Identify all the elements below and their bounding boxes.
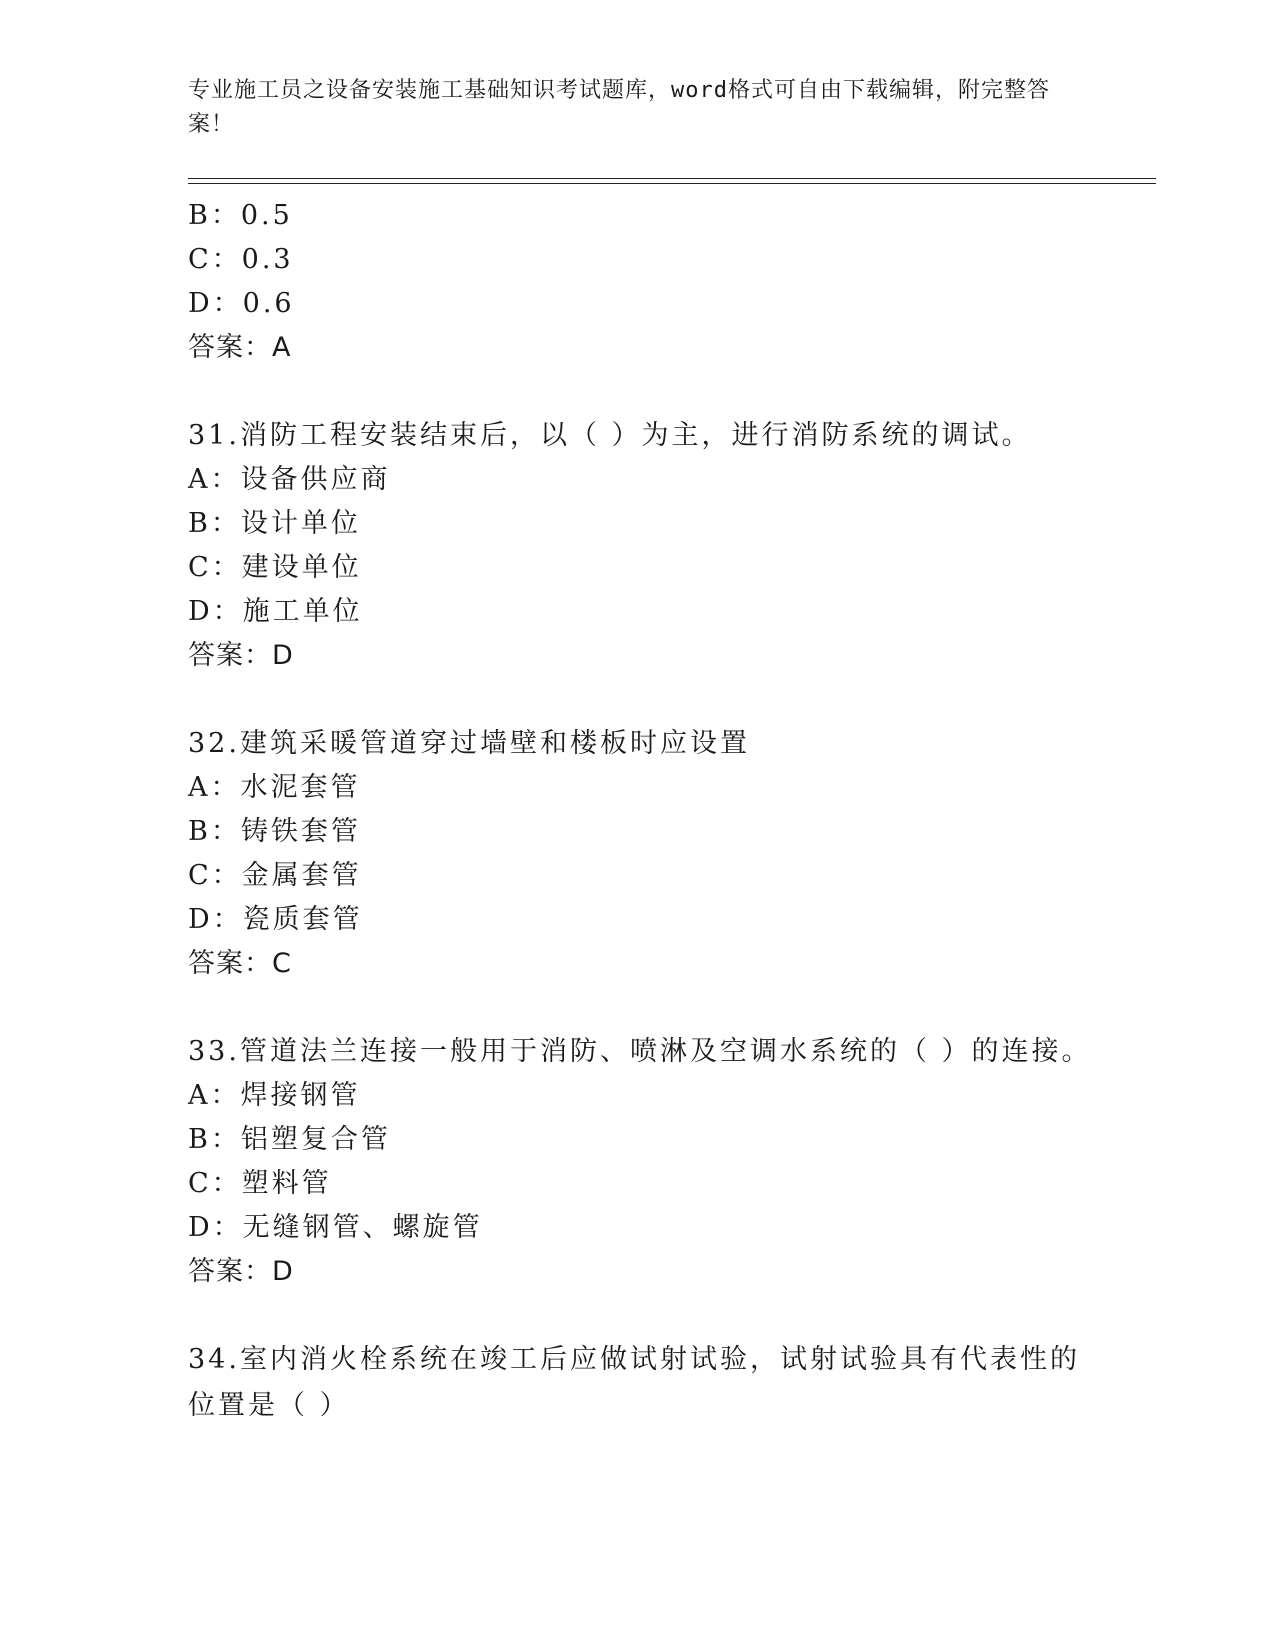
question-33-option-a: A：焊接钢管	[188, 1080, 361, 1111]
question-31-option-d: D：施工单位	[188, 596, 363, 627]
document-header: 专业施工员之设备安装施工基础知识考试题库，word格式可自由下载编辑，附完整答案！	[188, 78, 1050, 137]
question-31-stem: 31.消防工程安装结束后，以（ ）为主，进行消防系统的调试。	[188, 420, 1032, 451]
question-31-option-c: C：建设单位	[188, 552, 362, 583]
question-32-stem: 32.建筑采暖管道穿过墙壁和楼板时应设置	[188, 728, 750, 759]
header-divider-top	[188, 178, 1156, 179]
question-33-stem: 33.管道法兰连接一般用于消防、喷淋及空调水系统的（ ）的连接。	[188, 1036, 1092, 1067]
question-34-stem: 34.室内消火栓系统在竣工后应做试射试验，试射试验具有代表性的位置是（ ）	[188, 1344, 1080, 1421]
question-32-option-c: C：金属套管	[188, 860, 362, 891]
question-32-option-d: D：瓷质套管	[188, 904, 363, 935]
question-31-answer: 答案：D	[188, 640, 294, 671]
question-33-answer: 答案：D	[188, 1256, 294, 1287]
header-divider-bottom	[188, 183, 1156, 184]
question-32-option-a: A：水泥套管	[188, 772, 361, 803]
question-31-option-b: B：设计单位	[188, 508, 361, 539]
question-33-option-b: B：铝塑复合管	[188, 1124, 391, 1155]
prev-answer: 答案：A	[188, 332, 292, 363]
question-32-option-b: B：铸铁套管	[188, 816, 361, 847]
prev-option-d: D：0.6	[188, 288, 295, 319]
prev-option-c: C：0.3	[188, 244, 294, 275]
question-33-option-c: C：塑料管	[188, 1168, 332, 1199]
question-31-option-a: A：设备供应商	[188, 464, 391, 495]
question-32-answer: 答案：C	[188, 948, 292, 979]
question-33-option-d: D：无缝钢管、螺旋管	[188, 1212, 483, 1243]
prev-option-b: B：0.5	[188, 200, 293, 231]
